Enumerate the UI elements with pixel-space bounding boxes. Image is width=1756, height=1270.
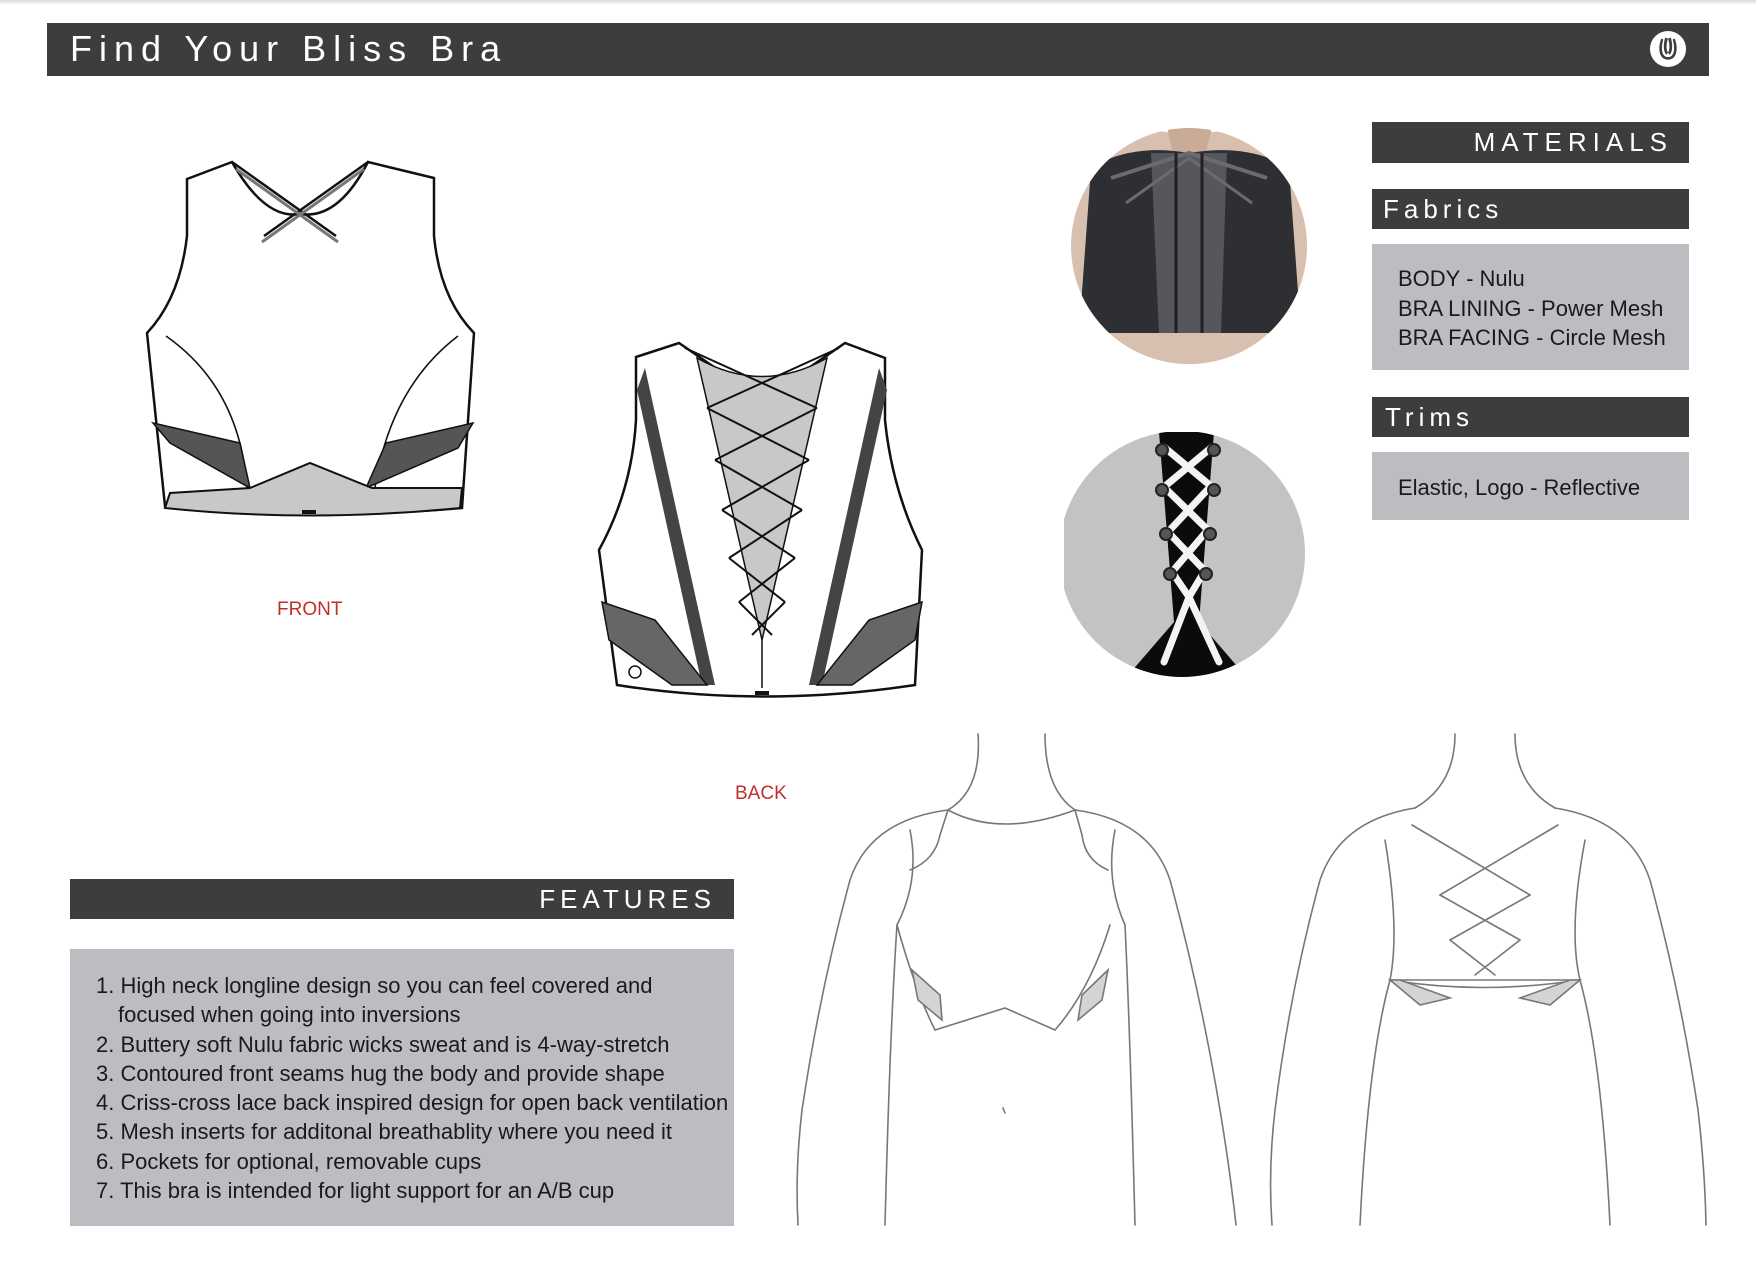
feature-item: 3. Contoured front seams hug the body and provide shape — [96, 1060, 665, 1086]
materials-heading — [1372, 122, 1689, 163]
lululemon-logo-icon — [1649, 30, 1687, 68]
back-body-illustration — [1250, 730, 1710, 1230]
fabric-item: BRA LINING - Power Mesh — [1398, 295, 1664, 321]
model-back-photo — [1071, 123, 1308, 368]
page-title: Find Your Bliss Bra — [70, 28, 508, 69]
features-heading — [70, 879, 734, 919]
title-bar — [47, 23, 1709, 76]
feature-item: 6. Pockets for optional, removable cups — [96, 1148, 482, 1174]
feature-item: 4. Criss-cross lace back inspired design for open back ventilation — [96, 1090, 729, 1116]
fabrics-heading-label: Fabrics — [1383, 194, 1504, 224]
features-heading-label: FEATURES — [539, 884, 716, 914]
fabrics-panel — [1372, 244, 1689, 370]
features-panel — [70, 949, 734, 1226]
feature-item: 1. High neck longline design so you can feel covered and focused when going into inversions — [96, 973, 653, 1028]
front-flat-sketch — [140, 158, 480, 528]
trims-heading — [1372, 397, 1689, 437]
back-flat-sketch — [597, 340, 927, 705]
front-body-illustration — [790, 730, 1240, 1230]
feature-item: 5. Mesh inserts for additonal breathablity where you need it — [96, 1119, 672, 1145]
trims-heading-label: Trims — [1385, 402, 1475, 432]
fabric-item: BODY - Nulu — [1398, 266, 1525, 291]
page-top-shadow — [0, 0, 1756, 5]
lacing-closeup-photo — [1064, 432, 1314, 680]
feature-item: 7. This bra is intended for light support for an A/B cup — [96, 1178, 615, 1204]
back-label: BACK — [735, 783, 787, 804]
front-label: FRONT — [277, 599, 343, 620]
fabrics-heading — [1372, 189, 1689, 229]
trims-panel — [1372, 452, 1689, 520]
trim-item: Elastic, Logo - Reflective — [1398, 475, 1641, 500]
fabric-item: BRA FACING - Circle Mesh — [1398, 325, 1666, 350]
feature-item: 2. Buttery soft Nulu fabric wicks sweat and is 4-way-stretch — [96, 1031, 670, 1057]
materials-heading-label: MATERIALS — [1473, 127, 1673, 157]
